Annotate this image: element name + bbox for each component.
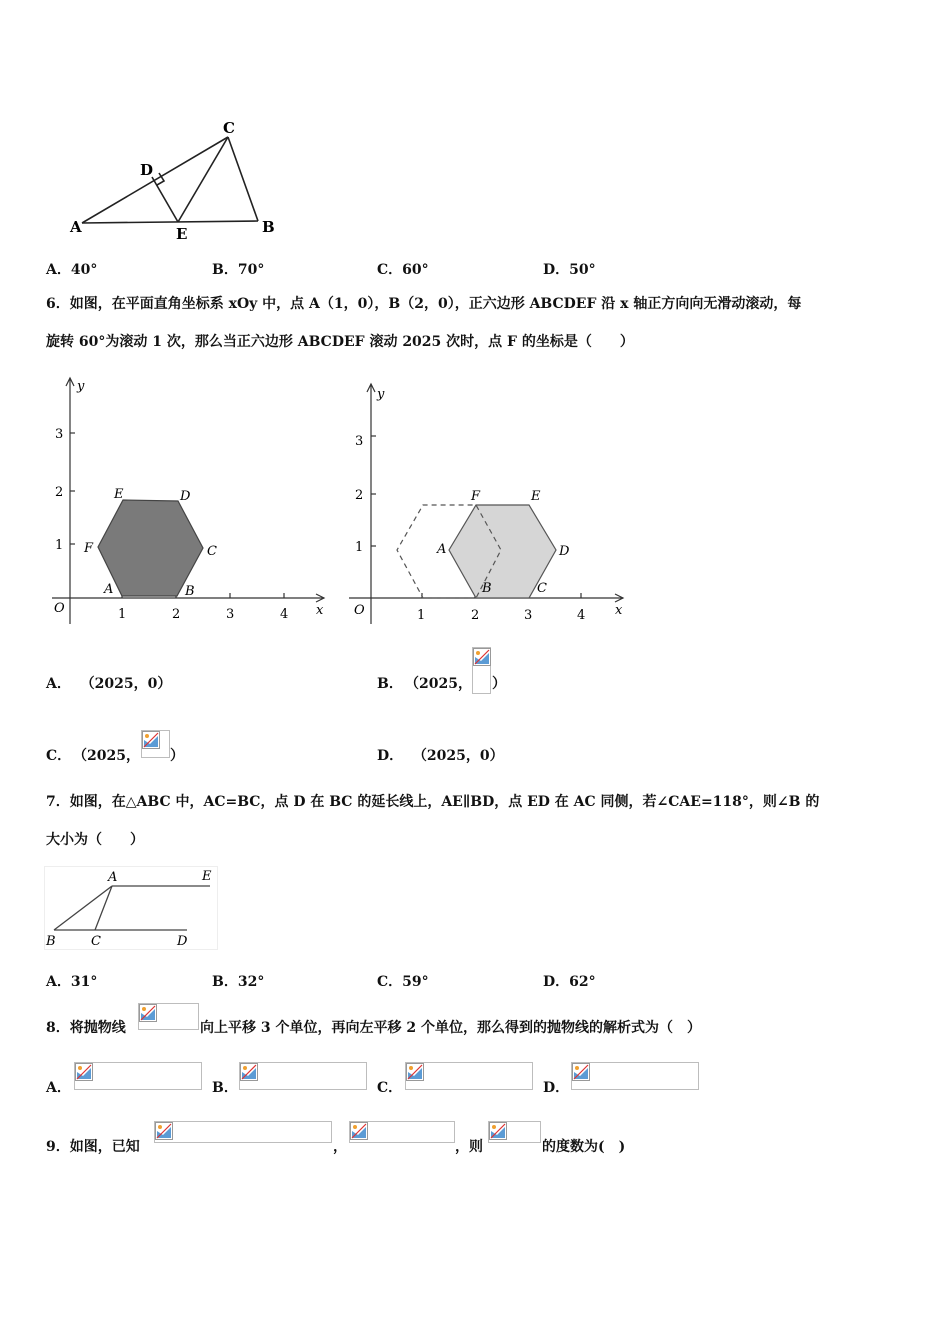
option-value: （2025，0） xyxy=(80,676,172,692)
vertex-D: D xyxy=(180,489,191,504)
vertex-E: E xyxy=(531,489,541,504)
broken-image-icon xyxy=(138,1003,199,1030)
q6-option-c-letter: C． xyxy=(46,748,72,764)
option-value: 31° xyxy=(70,974,98,990)
q8-stem-post: 向上平移 3 个单位，再向左平移 2 个单位，那么得到的抛物线的解析式为（ ） xyxy=(200,1020,701,1036)
option-value: 50° xyxy=(569,262,596,278)
option-letter: A． xyxy=(46,676,71,692)
label-B: B xyxy=(262,218,275,236)
broken-image-icon xyxy=(472,647,491,694)
q7-option-c xyxy=(377,972,429,992)
q9-stem-post: 的度数为( ) xyxy=(542,1139,626,1155)
q5-option-c xyxy=(377,260,429,280)
q6-option-c-pre: （2025， xyxy=(73,748,140,764)
x-tick-4: 4 xyxy=(577,608,586,623)
x-tick-1: 1 xyxy=(417,608,426,623)
broken-image-icon xyxy=(349,1121,455,1143)
hexagon-figure-2 xyxy=(345,378,630,632)
q6-option-b-pre: （2025， xyxy=(405,676,472,692)
option-letter: B． xyxy=(212,262,238,278)
q7-option-b xyxy=(212,972,264,992)
broken-image-icon xyxy=(74,1062,202,1090)
label-E: E xyxy=(176,225,188,243)
option-letter: B． xyxy=(212,974,238,990)
q6-option-a xyxy=(46,674,171,694)
axis-x-label: x xyxy=(615,603,623,618)
vertex-B: B xyxy=(185,584,195,599)
q9-stem-pre: 9．如图，已知 xyxy=(46,1139,140,1155)
q7-stem-line1: 7．如图，在△ABC 中，AC=BC，点 D 在 BC 的延长线上，AE∥BD，点 ED 在 AC 同侧，若∠CAE=118°，则∠B 的 xyxy=(46,794,820,810)
label-C: C xyxy=(223,119,235,137)
option-letter: D． xyxy=(543,262,570,278)
hexagon-figure-1 xyxy=(44,372,334,632)
option-value: 62° xyxy=(569,974,596,990)
q7-option-d xyxy=(543,972,596,992)
vertex-E: E xyxy=(114,487,124,502)
label-A: A xyxy=(70,218,82,236)
q5-option-d xyxy=(543,260,596,280)
option-letter: C． xyxy=(377,974,403,990)
y-tick-1: 1 xyxy=(55,538,64,553)
option-letter: A． xyxy=(46,974,71,990)
vertex-A: A xyxy=(437,542,447,557)
label-B: B xyxy=(46,934,56,949)
label-E: E xyxy=(202,869,212,884)
label-D: D xyxy=(177,934,188,949)
broken-image-icon xyxy=(239,1062,367,1090)
vertex-A: A xyxy=(104,582,114,597)
q8-stem-pre: 8．将抛物线 xyxy=(46,1020,126,1036)
triangle-figure-q7 xyxy=(44,866,218,950)
broken-image-icon xyxy=(141,730,170,758)
q6-option-b-post: ） xyxy=(492,676,506,692)
q8-option-a-letter: A． xyxy=(46,1080,71,1096)
option-letter: C． xyxy=(377,262,403,278)
y-tick-2: 2 xyxy=(355,488,364,503)
x-tick-3: 3 xyxy=(226,607,235,622)
q7-stem-line2: 大小为（ ） xyxy=(46,832,144,848)
broken-image-icon xyxy=(405,1062,533,1090)
q5-option-b xyxy=(212,260,264,280)
y-tick-3: 3 xyxy=(55,427,64,442)
q6-option-c-post: ） xyxy=(170,748,184,764)
option-value: （2025，0） xyxy=(412,748,504,764)
q5-option-a xyxy=(46,260,97,280)
vertex-C: C xyxy=(537,581,547,596)
axis-x-label: x xyxy=(316,603,324,618)
q6-stem-line1: 6．如图，在平面直角坐标系 xOy 中，点 A（1，0），B（2，0），正六边形 ABCDEF 沿 x 轴正方向向无滑动滚动，每 xyxy=(46,296,802,312)
x-tick-1: 1 xyxy=(118,607,127,622)
q8-option-b-letter: B． xyxy=(212,1080,238,1096)
label-C: C xyxy=(91,934,101,949)
option-letter: D． xyxy=(377,748,404,764)
option-letter: D． xyxy=(543,974,570,990)
x-tick-2: 2 xyxy=(471,608,480,623)
triangle-figure-q5 xyxy=(60,115,290,245)
option-value: 59° xyxy=(402,974,429,990)
label-A: A xyxy=(108,870,118,885)
y-tick-1: 1 xyxy=(355,540,364,555)
q9-separator-1: ， xyxy=(333,1139,347,1155)
x-tick-3: 3 xyxy=(524,608,533,623)
q8-option-c-letter: C． xyxy=(377,1080,403,1096)
q6-option-d xyxy=(377,746,504,766)
axis-y-label: y xyxy=(77,379,85,394)
vertex-B: B xyxy=(482,581,492,596)
q9-separator-2: ，则 xyxy=(455,1139,483,1155)
q8-option-d-letter: D． xyxy=(543,1080,570,1096)
axis-y-label: y xyxy=(377,387,385,402)
broken-image-icon xyxy=(154,1121,332,1143)
origin-label: O xyxy=(354,603,365,618)
q6-stem-line2: 旋转 60°为滚动 1 次，那么当正六边形 ABCDEF 滚动 2025 次时，点 F 的坐标是（ ） xyxy=(46,334,634,350)
option-value: 70° xyxy=(237,262,265,278)
broken-image-icon xyxy=(488,1121,541,1143)
y-tick-2: 2 xyxy=(55,485,64,500)
x-tick-2: 2 xyxy=(172,607,181,622)
option-value: 32° xyxy=(237,974,265,990)
x-tick-4: 4 xyxy=(280,607,289,622)
vertex-C: C xyxy=(207,544,217,559)
vertex-F: F xyxy=(84,541,94,556)
y-tick-3: 3 xyxy=(355,434,364,449)
origin-label: O xyxy=(54,601,65,616)
option-letter: A． xyxy=(46,262,71,278)
option-value: 40° xyxy=(70,262,98,278)
label-D: D xyxy=(140,161,154,179)
vertex-D: D xyxy=(559,544,570,559)
q6-option-b-letter: B． xyxy=(377,676,403,692)
option-value: 60° xyxy=(402,262,429,278)
q7-option-a xyxy=(46,972,97,992)
broken-image-icon xyxy=(571,1062,699,1090)
vertex-F: F xyxy=(471,489,481,504)
